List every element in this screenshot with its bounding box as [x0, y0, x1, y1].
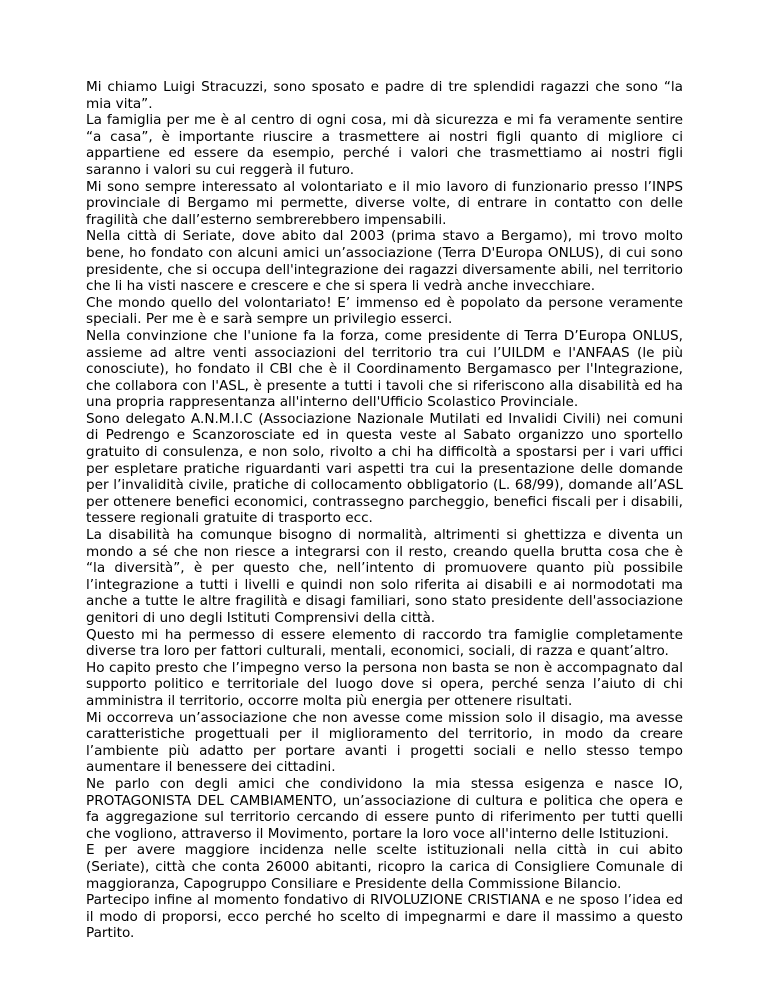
paragraph-council: E per avere maggiore incidenza nelle scelte istituzionali nella città in cui abito (Seriate), città che conta 26000 abitanti, ricopro la carica di Consigliere Comunale di maggioranza, Capogruppo Consiliare e Presidente della Commissione Bilancio. — [86, 842, 683, 892]
paragraph-seriate: Nella città di Seriate, dove abito dal 2003 (prima stavo a Bergamo), mi trovo molto bene, ho fondato con alcuni amici un’associazione (Terra D'Europa ONLUS), di cui sono presidente, che si occupa dell'integrazione dei ragazzi diversamente abili, nel territorio che li ha visti nascere e crescere e che si spera li vedrà anche invecchiare. — [86, 228, 683, 295]
paragraph-io-protagonista: Ne parlo con degli amici che condividono la mia stessa esigenza e nasce IO, PROTAGONISTA DEL CAMBIAMENTO, un’associazione di cultura e politica che opera e fa aggregazione sul territorio cercando di essere punto di riferimento per tutti quelli che vogliono, attraverso il Movimento, portare la loro voce all'interno delle Istituzioni. — [86, 775, 683, 842]
paragraph-rivoluzione-cristiana: Partecipo infine al momento fondativo di RIVOLUZIONE CRISTIANA e ne sposo l’idea ed il modo di proporsi, ecco perché ho scelto di impegnarmi e dare il massimo a questo Partito. — [86, 892, 683, 942]
paragraph-volunteering: Mi sono sempre interessato al volontariato e il mio lavoro di funzionario presso l’INPS provinciale di Bergamo mi permette, diverse volte, di entrare in contatto con delle fragilità che dall’esterno sembrerebbero impensabili. — [86, 178, 683, 228]
paragraph-association-need: Mi occorreva un’associazione che non avesse come mission solo il disagio, ma avesse caratteristiche progettuali per il miglioramento del territorio, in modo da creare l’ambiente più adatto per portare avanti i progetti sociali e nello stesso tempo aumentare il benessere dei cittadini. — [86, 709, 683, 776]
paragraph-family: La famiglia per me è al centro di ogni cosa, mi dà sicurezza e mi fa veramente sentire “a casa”, è importante riuscire a trasmettere ai nostri figli quanto di migliore ci appartiene ed essere da esempio, perché i valori che trasmettiamo ai nostri figli saranno i valori su cui reggerà il futuro. — [86, 112, 683, 178]
paragraph-intro: Mi chiamo Luigi Stracuzzi, sono sposato e padre di tre splendidi ragazzi che sono “la mia vita”. — [86, 79, 683, 112]
paragraph-volunteer-world: Che mondo quello del volontariato! E’ immenso ed è popolato da persone veramente speciali. Per me è e sarà sempre un privilegio esserci. — [86, 294, 683, 328]
paragraph-political-support: Ho capito presto che l’impegno verso la persona non basta se non è accompagnato dal supporto politico e territoriale del luogo dove si opera, perché senza l’aiuto di chi amministra il territorio, occorre molta più energia per ottenere risultati. — [86, 659, 683, 709]
paragraph-disability: La disabilità ha comunque bisogno di normalità, altrimenti si ghettizza e diventa un mondo a sé che non riesce a integrarsi con il resto, creando quella brutta cosa che è “la diversità”, è per questo che, nell’intento di promuovere quanto più possibile l’integrazione a tutti i livelli e quindi non solo riferita ai disabili e ai normodotati ma anche a tutte le altre fragilità e disagi familiari, sono stato presidente dell'associazione genitori di uno degli Istituti Comprensivi della città. — [86, 527, 683, 626]
document-body — [86, 79, 683, 942]
paragraph-anmic: Sono delegato A.N.M.I.C (Associazione Nazionale Mutilati ed Invalidi Civili) nei comuni di Pedrengo e Scanzorosciate ed in questa veste al Sabato organizzo uno sportello gratuito di consulenza, e non solo, rivolto a chi ha difficoltà a spostarsi per i vari uffici per espletare pratiche riguardanti vari aspetti tra cui la presentazione delle domande per l’invalidità civile, pratiche di collocamento obbligatorio (L. 68/99), domande all’ASL per ottenere benefici economici, contrassegno parcheggio, benefici fiscali per i disabili, tessere regionali gratuite di trasporto ecc. — [86, 410, 683, 527]
paragraph-cbi: Nella convinzione che l'unione fa la forza, come presidente di Terra D’Europa ONLUS, assieme ad altre venti associazioni del territorio tra cui l’UILDM e l'ANFAAS (le più conosciute), ho fondato il CBI che è il Coordinamento Bergamasco per l'Integrazione, che collabora con l'ASL, è presente a tutti i tavoli che si riferiscono alla disabilità ed ha una propria rappresentanza all'interno dell'Ufficio Scolastico Provinciale. — [86, 327, 683, 411]
paragraph-families: Questo mi ha permesso di essere elemento di raccordo tra famiglie completamente diverse tra loro per fattori culturali, mentali, economici, sociali, di razza e quant’altro. — [86, 626, 683, 660]
